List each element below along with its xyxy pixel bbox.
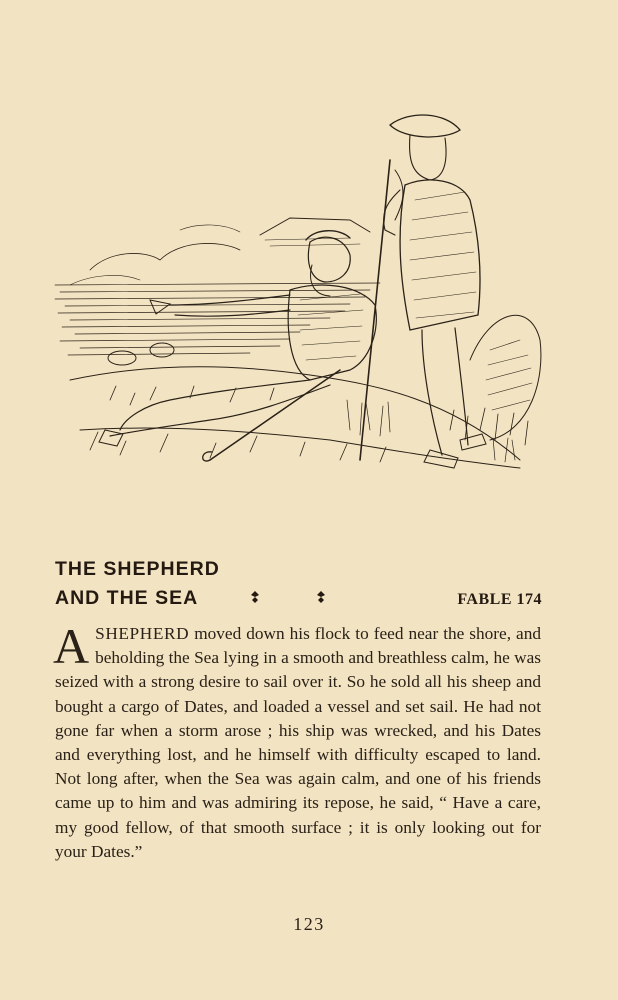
fable-title-line-2: AND THE SEA (55, 587, 199, 609)
page-number: 123 (293, 914, 325, 934)
shepherd-engraving (50, 100, 550, 500)
drop-cap: A (53, 618, 90, 674)
first-word-caps: SHEPHERD (95, 624, 190, 643)
fable-body-paragraph (53, 618, 541, 864)
fleuron-ornament-icon (248, 590, 262, 604)
fable-title-line-2-row (55, 584, 545, 614)
fable-heading (55, 555, 545, 614)
fable-title-line-1: THE SHEPHERD (55, 558, 220, 580)
fable-body-text: moved down his flock to feed near the shore, and beholding the Sea lying in a smooth and breathless calm, he was seized with a strong desire to sail over it. So he sold all his sheep and bought a cargo of Dates, and loaded a vessel and set sail. He had not gone far when a storm arose ; his ship was wrecked, and his Dates and everything lost, and he himself with difficulty escaped to land. Not long after, when the Sea was again calm, and one of his friends came up to him and was admiring its repose, he said, “ Have a care, my good fellow, of that smooth surface ; it is only looking out for your Dates.” (55, 624, 541, 861)
fleuron-ornament-icon (314, 590, 328, 604)
fable-number: FABLE 174 (457, 591, 542, 608)
engraving-illustration (50, 100, 550, 500)
